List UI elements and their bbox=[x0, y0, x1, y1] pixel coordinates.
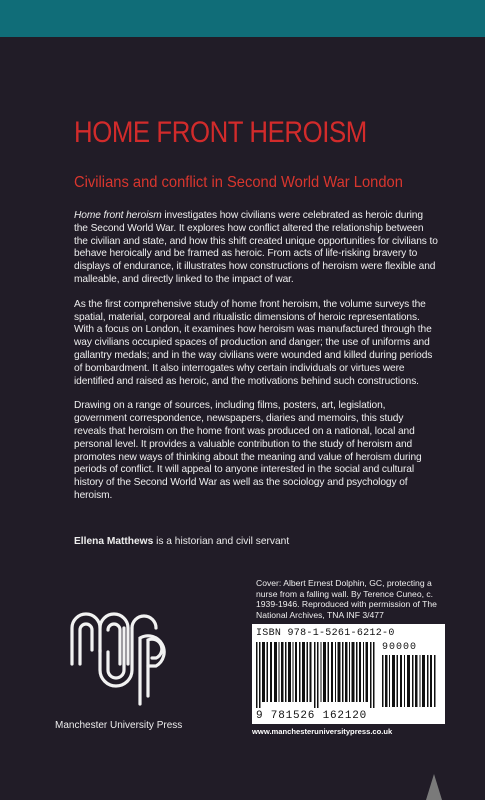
blurb-paragraph-1-text: investigates how civilians were celebrated as heroic during the Second World War. It explores how conflict altered the relationship between the civilian and state, and how this shift created unique opportunities for civilians to behave heroically and be framed as heroic. From acts of life-risking bravery to displays of endurance, it illustrates how constructions of heroism were flexible and malleable, and directly linked to the impact of war. bbox=[74, 210, 438, 285]
mup-monogram-icon bbox=[58, 592, 182, 716]
blurb-title-emphasis: Home front heroism bbox=[74, 210, 162, 221]
book-title: HOME FRONT HEROISM bbox=[74, 116, 367, 149]
book-subtitle: Civilians and conflict in Second World War London bbox=[74, 174, 403, 191]
blurb-paragraph-3: Drawing on a range of sources, including films, posters, art, legislation, government correspondence, newspapers, diaries and memoirs, this study reveals that heroism on the home front was produced on a national, local and personal level. It provides a valuable contribution to the study of heroism and promotes new ways of thinking about the meaning and value of heroism during periods of conflict. It will appeal to anyone interested in the social and cultural history of the Second World War as well as the sociology and psychology of heroism. bbox=[74, 400, 422, 501]
barcode-panel bbox=[252, 624, 445, 724]
cover-credit: Cover: Albert Ernest Dolphin, GC, protecting a nurse from a falling wall. By Terence Cuneo, c. 1939-1946. Reproduced with permission of The National Archives, TNA INF 3/477 bbox=[256, 578, 437, 620]
author-bio: is a historian and civil servant bbox=[153, 536, 290, 547]
top-color-band bbox=[0, 0, 485, 37]
bottom-edge-marker bbox=[426, 774, 442, 800]
barcode-icon bbox=[256, 642, 378, 708]
author-name: Ellena Matthews bbox=[74, 536, 154, 547]
publisher-website: www.manchesteruniversitypress.co.uk bbox=[252, 727, 393, 736]
price-code: 90000 bbox=[382, 642, 418, 653]
price-barcode-icon bbox=[382, 655, 438, 707]
blurb-paragraph-2: As the first comprehensive study of home front heroism, the volume surveys the spatial, material, corporeal and ritualistic dimensions of heroic representations. With a focus on London, it examines how heroism was manufactured through the way civilians occupied spaces of production and danger; the use of uniforms and gallantry medals; and in the way civilians were wounded and killed during periods of bombardment. It also interrogates why certain individuals or virtues were identified and raised as heroic, and the motivations behind such constructions. bbox=[74, 298, 433, 387]
blurb bbox=[74, 210, 438, 515]
publisher-name: Manchester University Press bbox=[55, 720, 183, 731]
author-line bbox=[74, 536, 289, 547]
isbn-label: ISBN 978-1-5261-6212-0 bbox=[256, 628, 395, 639]
blurb-paragraph-1 bbox=[74, 210, 438, 287]
barcode-number: 9 781526 162120 bbox=[256, 710, 368, 722]
